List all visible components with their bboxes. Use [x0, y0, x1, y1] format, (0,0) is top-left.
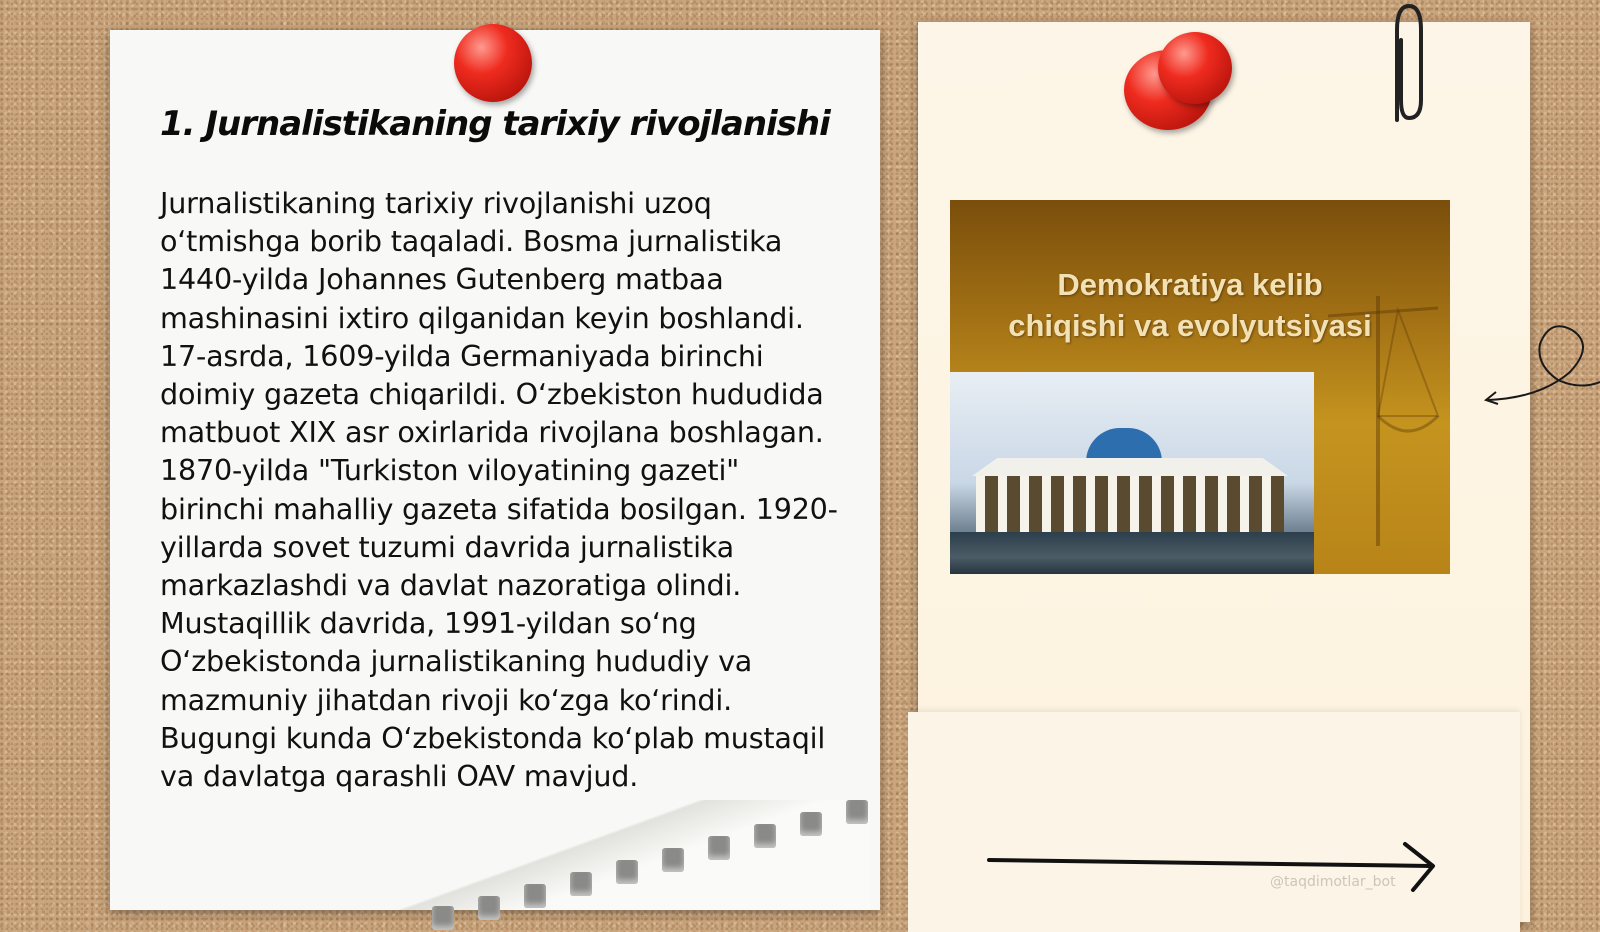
notebook-tab [754, 824, 776, 848]
notebook-tab [846, 800, 868, 824]
watermark: @taqdimotlar_bot [1270, 874, 1396, 890]
notebook-tab [432, 906, 454, 930]
swirl-arrow-icon [1480, 310, 1600, 410]
notebook-tab [800, 812, 822, 836]
water-reflection [950, 532, 1314, 574]
slide-title: 1. Jurnalistikaning tarixiy rivojlanishi [160, 104, 830, 144]
dome [1086, 428, 1162, 462]
notebook-tab [708, 836, 730, 860]
slide-body-text: Jurnalistikaning tarixiy rivojlanishi uzoq oʻtmishga borib taqaladi. Bosma jurnalistika 1440-yilda Johannes Gutenberg matbaa mashinasini ixtiro qilganidan keyin boshlandi. 17-asrda, 1609-yilda Germaniyada birinchi doimiy gazeta chiqarildi. Oʻzbekiston hududida matbuot XIX asr oxirlarida rivojlana boshlagan. 1870-yilda "Turkiston viloyatining gazeti" birinchi mahalliy gazeta sifatida bosilgan. 1920-yillarda sovet tuzumi davrida jurnalistika markazlashdi va davlat nazoratiga olindi. Mustaqillik davrida, 1991-yildan soʻng Oʻzbekistonda jurnalistikaning hududiy va mazmuniy jihatdan rivoji koʻzga koʻrindi. Bugungi kunda Oʻzbekistonda koʻplab mustaqil va davlatga qarashli OAV mavjud. [160, 186, 838, 794]
notebook-tab [524, 884, 546, 908]
democracy-image [950, 200, 1450, 574]
push-pin-icon [1158, 32, 1232, 104]
push-pin-icon [454, 24, 532, 102]
notebook-tab [616, 860, 638, 884]
justice-scales-icon [1318, 296, 1450, 556]
image-caption-line: chiqishi va evolyutsiyasi [1008, 308, 1372, 343]
notebook-tab [662, 848, 684, 872]
paperclip-icon [1375, 0, 1425, 125]
notebook-tab [570, 872, 592, 896]
lower-note-paper [908, 712, 1520, 932]
image-caption-line: Demokratiya kelib [1057, 267, 1323, 302]
parliament-building-photo [950, 372, 1314, 574]
colonnade [976, 476, 1284, 532]
roof [972, 458, 1288, 476]
